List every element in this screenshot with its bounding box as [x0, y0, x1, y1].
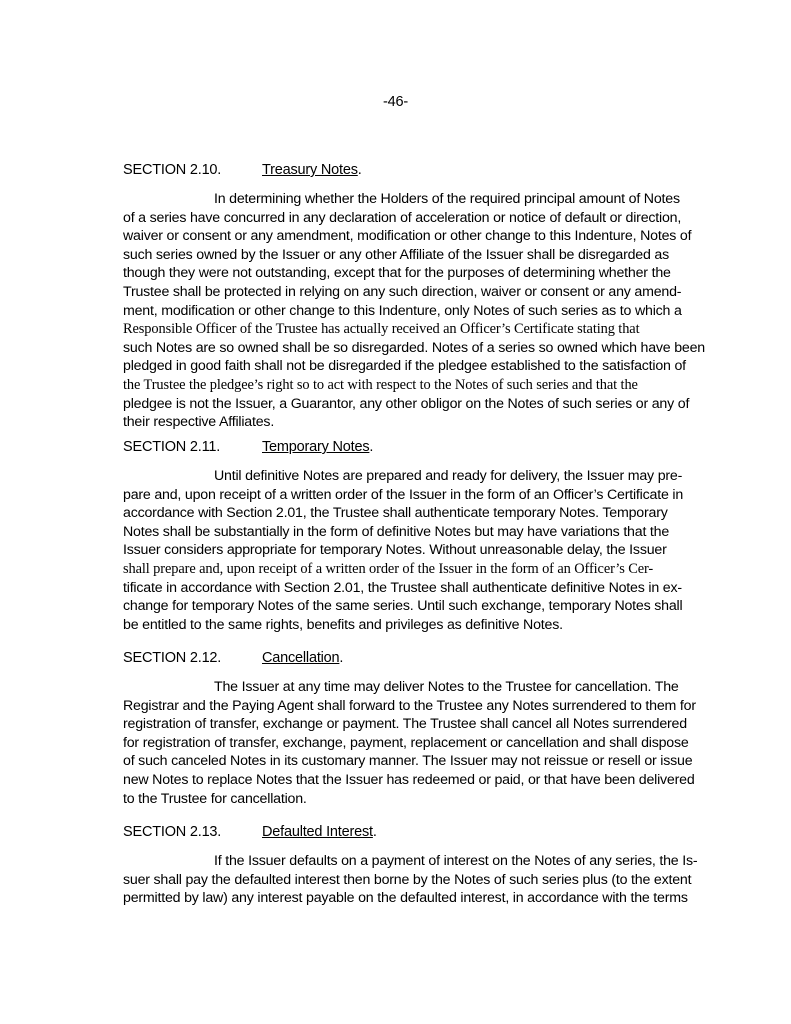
paragraph-line: Until definitive Notes are prepared and ready for delivery, the Issuer may pre- — [214, 468, 683, 484]
paragraph-line: waiver or consent or any amendment, modification or other change to this Indenture, Notes of — [123, 228, 692, 245]
paragraph-line: The Issuer at any time may deliver Notes to the Trustee for cancellation. The — [214, 679, 679, 695]
paragraph-line: accordance with Section 2.01, the Trustee shall authenticate temporary Notes. Temporary — [123, 505, 668, 522]
section-paragraph — [123, 852, 698, 908]
paragraph-line: ment, modification or other change to this Indenture, only Notes of such series as to which a — [123, 302, 682, 319]
paragraph-line: If the Issuer defaults on a payment of interest on the Notes of any series, the Is- — [214, 853, 698, 869]
paragraph-line: pledged in good faith shall not be disregarded if the pledgee established to the satisfaction of — [123, 358, 686, 375]
paragraph-line: such series owned by the Issuer or any other Affiliate of the Issuer shall be disregarded as — [123, 246, 670, 263]
page-number: -46- — [383, 94, 408, 110]
paragraph-line: new Notes to replace Notes that the Issuer has redeemed or paid, or that have been delivered — [123, 771, 695, 788]
paragraph-line: Trustee shall be protected in relying on any such direction, waiver or consent or any amend- — [123, 283, 682, 300]
paragraph-line: the Trustee the pledgee’s right so to act with respect to the Notes of such series and that the — [123, 376, 638, 393]
paragraph-line: be entitled to the same rights, benefits and privileges as definitive Notes. — [123, 616, 563, 633]
section-paragraph — [123, 678, 696, 808]
section-number: SECTION 2.11. — [123, 439, 221, 455]
paragraph-line: such Notes are so owned shall be so disregarded. Notes of a series so owned which have been — [123, 339, 705, 356]
paragraph-line: suer shall pay the defaulted interest then borne by the Notes of such series plus (to the extent — [123, 871, 692, 888]
paragraph-line: Registrar and the Paying Agent shall forward to the Trustee any Notes surrendered to them for — [123, 697, 696, 714]
section-number: SECTION 2.12. — [123, 650, 222, 666]
section-heading: SECTION 2.13. Defaulted Interest. — [123, 824, 377, 840]
paragraph-line: to the Trustee for cancellation. — [123, 790, 307, 807]
section-heading: SECTION 2.10. Treasury Notes. — [123, 162, 362, 178]
section-heading: SECTION 2.12. Cancellation. — [123, 650, 344, 666]
paragraph-line: of such canceled Notes in its customary manner. The Issuer may not reissue or resell or issue — [123, 753, 693, 770]
section-number: SECTION 2.10. — [123, 162, 222, 178]
paragraph-line: change for temporary Notes of the same series. Until such exchange, temporary Notes shall — [123, 598, 683, 615]
paragraph-line: pare and, upon receipt of a written order of the Issuer in the form of an Officer’s Certificate in — [123, 486, 684, 503]
section-heading: SECTION 2.11. Temporary Notes. — [123, 439, 374, 455]
paragraph-line: though they were not outstanding, except that for the purposes of determining whether the — [123, 265, 671, 282]
section-title: Treasury Notes — [262, 162, 358, 178]
paragraph-line: registration of transfer, exchange or payment. The Trustee shall cancel all Notes surrendered — [123, 716, 687, 733]
paragraph-line: shall prepare and, upon receipt of a written order of the Issuer in the form of an Officer’s Cer- — [123, 560, 654, 577]
section-number: SECTION 2.13. — [123, 824, 222, 840]
paragraph-line: Responsible Officer of the Trustee has actually received an Officer’s Certificate stating that — [123, 321, 640, 338]
section-paragraph — [123, 467, 683, 634]
section-paragraph — [123, 190, 705, 432]
section-title: Defaulted Interest — [262, 824, 373, 840]
paragraph-line: pledgee is not the Issuer, a Guarantor, any other obligor on the Notes of such series or any of — [123, 395, 690, 412]
paragraph-line: Issuer considers appropriate for temporary Notes. Without unreasonable delay, the Issuer — [123, 542, 667, 559]
paragraph-line: their respective Affiliates. — [123, 414, 275, 431]
paragraph-line: of a series have concurred in any declaration of acceleration or notice of default or direction, — [123, 209, 682, 226]
paragraph-line: In determining whether the Holders of the required principal amount of Notes — [214, 191, 680, 207]
section-title: Temporary Notes — [262, 439, 370, 455]
paragraph-line: Notes shall be substantially in the form of definitive Notes but may have variations that the — [123, 523, 670, 540]
section-title: Cancellation — [262, 650, 340, 666]
paragraph-line: for registration of transfer, exchange, payment, replacement or cancellation and shall dispose — [123, 734, 689, 751]
paragraph-line: permitted by law) any interest payable on the defaulted interest, in accordance with the terms — [123, 890, 688, 907]
paragraph-line: tificate in accordance with Section 2.01, the Trustee shall authenticate definitive Notes in ex- — [123, 579, 682, 596]
